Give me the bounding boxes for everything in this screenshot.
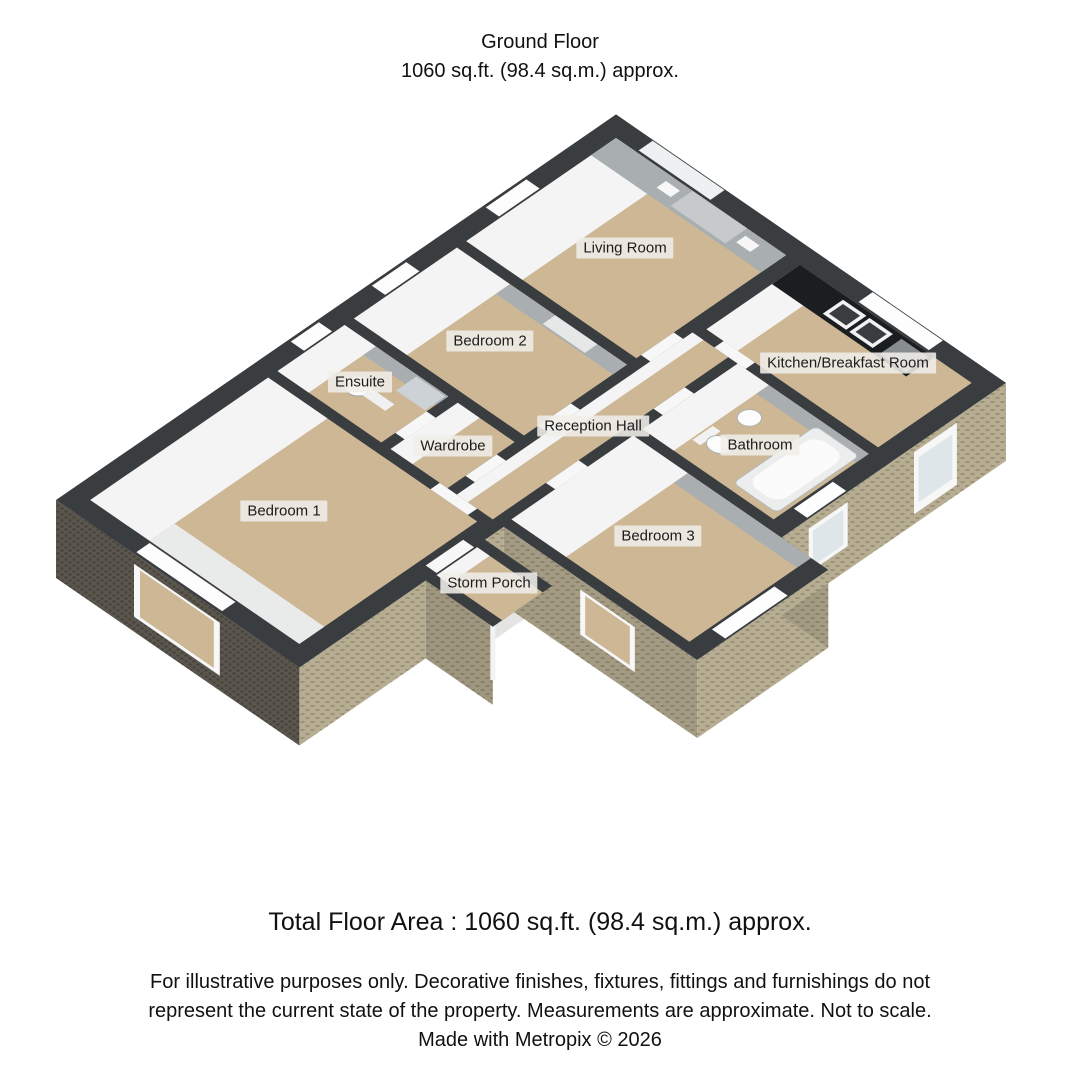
disclaimer <box>0 968 1080 1055</box>
room-label-bathroom: Bathroom <box>720 435 799 456</box>
disclaimer-line-1: For illustrative purposes only. Decorative finishes, fixtures, fittings and furnishings do not <box>150 971 930 993</box>
room-label-living-room: Living Room <box>576 238 673 259</box>
floor-area-subtitle: 1060 sq.ft. (98.4 sq.m.) approx. <box>401 60 679 82</box>
disclaimer-line-3: Made with Metropix © 2026 <box>418 1029 662 1051</box>
room-label-kitchen-breakfast-room: Kitchen/Breakfast Room <box>760 353 936 374</box>
disclaimer-line-2: represent the current state of the property. Measurements are approximate. Not to scale. <box>148 1000 932 1022</box>
room-label-bedroom-2: Bedroom 2 <box>446 331 533 352</box>
floor-title: Ground Floor <box>481 31 599 53</box>
room-label-storm-porch: Storm Porch <box>440 573 537 594</box>
room-label-ensuite: Ensuite <box>328 372 392 393</box>
room-label-reception-hall: Reception Hall <box>537 416 649 437</box>
total-floor-area: Total Floor Area : 1060 sq.ft. (98.4 sq.m.) approx. <box>268 908 812 936</box>
room-label-wardrobe: Wardrobe <box>413 436 492 457</box>
room-label-bedroom-1: Bedroom 1 <box>240 501 327 522</box>
room-label-bedroom-3: Bedroom 3 <box>614 526 701 547</box>
porch-post <box>490 624 495 680</box>
